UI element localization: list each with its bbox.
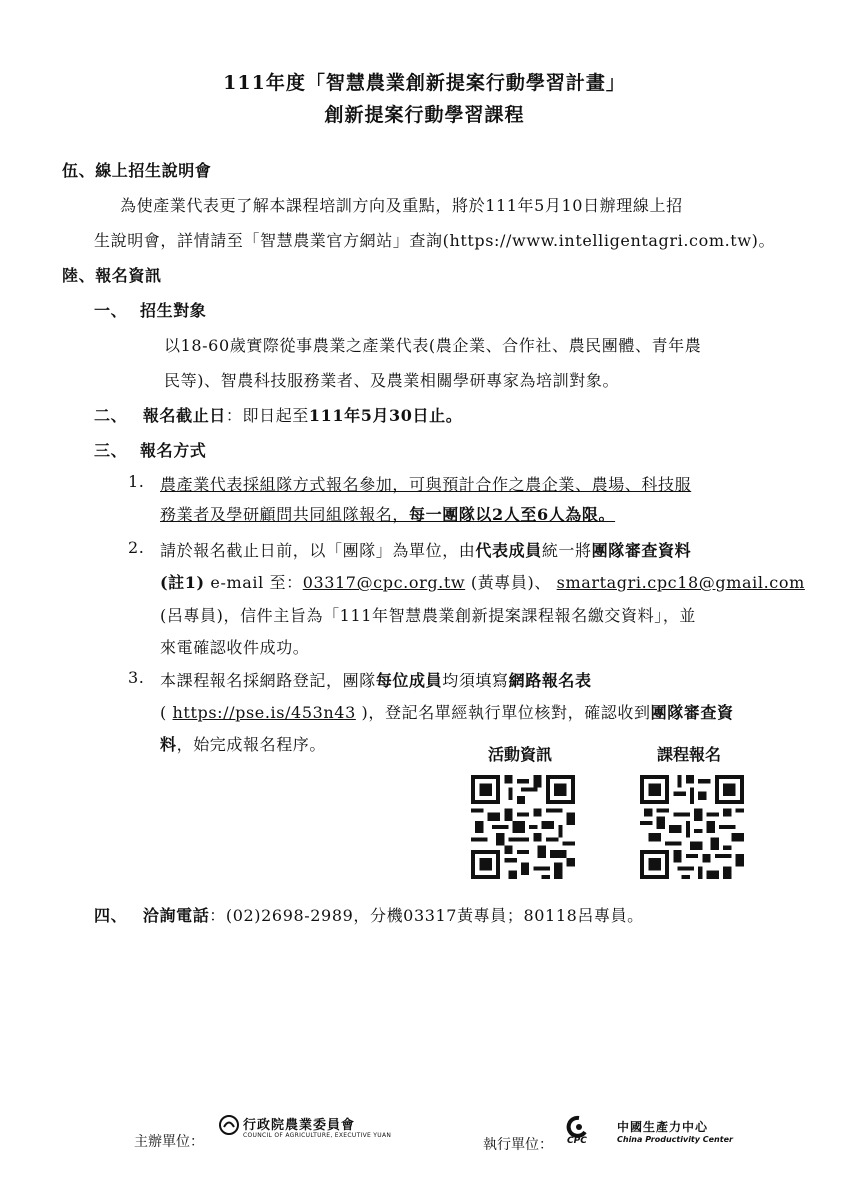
qr-label-course-registration: 課程報名: [657, 745, 722, 764]
sub3-review-docs: 團隊審查資: [650, 703, 734, 722]
sub2-number: 2.: [128, 538, 145, 557]
coa-name-en: COUNCIL OF AGRICULTURE, EXECUTIVE YUAN: [243, 1132, 392, 1139]
sub3-number: 3.: [128, 668, 145, 687]
email-link-cpc[interactable]: 03317@cpc.org.tw: [302, 573, 466, 592]
sub3-line1-text-a: 本課程報名採網路登記，團隊: [160, 671, 376, 690]
sub3-line3-text: ，始完成報名程序。: [176, 735, 327, 754]
qr-code-icon[interactable]: [471, 775, 575, 879]
coa-emblem-icon: [218, 1114, 240, 1136]
sub3-line2: [160, 700, 734, 723]
sub3-paren-open: (: [160, 703, 173, 722]
coa-name: 行政院農業委員會: [243, 1118, 356, 1133]
item2-label: 二、: [94, 406, 128, 425]
sub2-line1-text-c: 統一將: [541, 541, 592, 560]
sub3-line3: [160, 732, 326, 755]
item1-line1: 以18-60歲實際從事農業之產業代表(農企業、合作社、農民團體、青年農: [164, 336, 702, 355]
item2-text: ：即日起至: [225, 406, 309, 425]
item3-label: 三、: [94, 441, 128, 460]
sub2-line1-text-a: 請於報名截止日前，以「團隊」為單位，由: [160, 541, 476, 560]
item2-row: [94, 403, 462, 426]
sub3-line1-text-c: 均須填寫: [442, 671, 509, 690]
item4-phone-text: ：(02)2698-2989，分機03317黃專員；80118呂專員。: [209, 906, 644, 925]
sub1-line2-text: 務業者及學研顧問共同組隊報名，: [160, 505, 410, 524]
sub3-review-docs-end: 料: [160, 735, 177, 754]
doc-title-line1: 111年度「智慧農業創新提案行動學習計畫」: [223, 72, 626, 94]
cpc-abbr: CPC: [567, 1136, 587, 1146]
item1-label: 一、: [94, 301, 128, 320]
sub2-review-docs: 團隊審查資料: [591, 541, 692, 560]
section5-paragraph-line2: 生說明會，詳情請至「智慧農業官方網站」查詢(https://www.intelligentagri.com.tw)。: [94, 231, 776, 250]
item4-row: [94, 903, 644, 926]
sub3-line1: [160, 668, 592, 691]
item1-title: 招生對象: [140, 301, 207, 320]
item1-line2: 民等)、智農科技服務業者、及農業相關學研專家為培訓對象。: [164, 371, 620, 390]
sub2-note1: (註1): [160, 573, 205, 592]
sub1-team-limit: 每一團隊以2人至6人為限。: [409, 505, 616, 524]
sub1-line2: [160, 502, 615, 525]
section6-heading: 陸、報名資訊: [62, 266, 162, 285]
qr-code-icon[interactable]: [640, 775, 744, 879]
section5-paragraph-line1: 為使產業代表更了解本課程培訓方向及重點，將於111年5月10日辦理線上招: [120, 196, 683, 215]
sub2-line3: (呂專員)，信件主旨為「111年智慧農業創新提案課程報名繳交資料」，並: [160, 606, 697, 625]
executor-label: 執行單位：: [483, 1137, 553, 1153]
sub3-online-form: 網路報名表: [508, 671, 592, 690]
section5-heading: 伍、線上招生說明會: [62, 161, 212, 180]
sub1-number: 1.: [128, 472, 145, 491]
item2-deadline: 111年5月30日止。: [308, 406, 463, 425]
sub2-line2: [160, 570, 805, 593]
organizer-label: 主辦單位：: [134, 1134, 204, 1150]
sub2-contact-huang: (黃專員)、: [465, 573, 557, 592]
doc-title-line2: 創新提案行動學習課程: [324, 104, 525, 126]
qr-label-event-info: 活動資訊: [488, 745, 553, 764]
sub2-representative: 代表成員: [475, 541, 542, 560]
cpc-name-en: China Productivity Center: [617, 1135, 733, 1144]
item2-title: 報名截止日: [142, 406, 226, 425]
email-link-gmail[interactable]: smartagri.cpc18@gmail.com: [556, 573, 805, 592]
item3-title: 報名方式: [140, 441, 207, 460]
sub3-each-member: 每位成員: [375, 671, 443, 690]
registration-url-link[interactable]: https://pse.is/453n43: [172, 703, 356, 722]
cpc-name: 中國生產力中心: [617, 1120, 709, 1134]
sub2-line1: [160, 538, 691, 561]
sub3-line2-text: )，登記名單經執行單位核對，確認收到: [355, 703, 651, 722]
item4-title: 洽詢電話: [142, 906, 210, 925]
sub2-line4: 來電確認收件成功。: [160, 638, 310, 657]
item4-label: 四、: [94, 906, 128, 925]
sub2-email-to: e-mail 至：: [204, 573, 303, 592]
sub1-line1: 農產業代表採組隊方式報名參加，可與預計合作之農企業、農場、科技服: [160, 475, 692, 494]
